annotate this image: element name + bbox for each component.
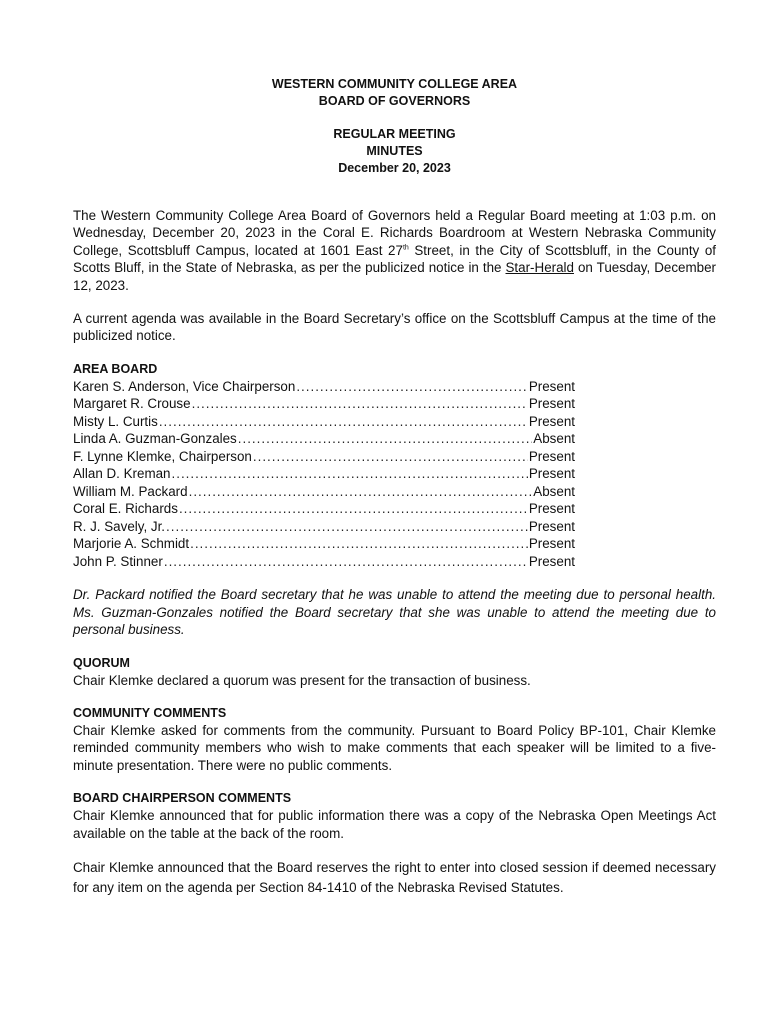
attendance-row [73,413,575,431]
attendance-row [73,378,575,396]
attendance-row [73,448,575,466]
quorum-text: Chair Klemke declared a quorum was present for the transaction of business. [73,672,531,688]
org-name-line2: BOARD OF GOVERNORS [318,94,471,108]
chair-comments-title: BOARD CHAIRPERSON COMMENTS [73,791,292,806]
org-name-line1: WESTERN COMMUNITY COLLEGE AREA [271,77,518,91]
chair-comments-text-1: Chair Klemke announced that for public information there was a copy of the Nebraska Open Meetings Act available on the table at the back of the room. [73,808,716,841]
area-board-title: AREA BOARD [73,361,158,376]
intro-text-b: Street, in the City of Scottsbluff, in the County of Scotts Bluff, in the State of Nebraska, as per the publicized notice in the [73,242,717,276]
member-status: Absent [533,483,575,499]
attendance-row [73,500,575,518]
member-status: Present [528,518,575,534]
attendance-row [73,553,575,571]
member-status: Present [528,396,575,412]
quorum-title: QUORUM [73,655,130,670]
member-name: Margaret R. Crouse [73,396,191,412]
member-status: Present [528,378,575,394]
attendance-row [73,535,575,553]
intro-paragraph [73,207,716,294]
member-name: Coral E. Richards [73,501,178,517]
member-name: John P. Stinner [73,553,163,569]
meeting-date: December 20, 2023 [338,161,451,175]
chair-comments-text-2: Chair Klemke announced that the Board reserves the right to enter into closed session if deemed necessary for any item on the agenda per Section 84-1410 of the Nebraska Revised Statutes. [73,860,716,895]
ordinal-superscript: th [402,244,409,252]
member-status: Present [528,501,575,517]
member-status: Present [528,553,575,569]
member-status: Present [528,536,575,552]
member-name: R. J. Savely, Jr. [73,518,166,534]
member-name: Misty L. Curtis [73,413,158,429]
member-status: Present [528,466,575,482]
member-status: Present [528,448,575,464]
intro-text-a: The Western Community College Area Board of Governors held a Regular Board meeting at 1:03 p.m. on Wednesday, December 20, 2023 in the Coral E. Richards Boardroom at Western Nebraska Community College, Scottsbluff Campus, located at 1601 East 27 [73,208,716,258]
member-name: Marjorie A. Schmidt [73,536,190,552]
community-comments-title: COMMUNITY COMMENTS [73,705,227,720]
meeting-type: REGULAR MEETING [333,127,456,141]
member-name: Karen S. Anderson, Vice Chairperson [73,378,296,394]
attendance-row [73,465,575,483]
attendance-row [73,430,575,448]
member-status: Absent [533,431,575,447]
agenda-paragraph: A current agenda was available in the Board Secretary’s office on the Scottsbluff Campus at the time of the publicized notice. [73,311,716,344]
member-status: Present [528,413,575,429]
attendance-row [73,518,575,536]
member-name: F. Lynne Klemke, Chairperson [73,448,252,464]
member-name: Linda A. Guzman-Gonzales [73,431,237,447]
minutes-page [73,76,716,897]
member-name: William M. Packard [73,483,188,499]
intro-text-c: on Tuesday, December 12, 2023. [73,260,716,293]
absence-note: Dr. Packard notified the Board secretary that he was unable to attend the meeting due to personal health. Ms. Guzman-Gonzales notified the Board secretary that she was unable to attend the meeting due to personal business. [73,587,716,638]
attendance-list [73,378,575,571]
attendance-row [73,483,575,501]
member-name: Allan D. Kreman [73,466,171,482]
document-header [73,76,716,177]
community-comments-text: Chair Klemke asked for comments from the community. Pursuant to Board Policy BP-101, Chair Klemke reminded community members who wish to make comments that each speaker will be limited to a five-minute presentation. There were no public comments. [73,722,716,773]
newspaper-name: Star-Herald [505,260,574,276]
attendance-row [73,395,575,413]
document-type: MINUTES [366,144,423,158]
